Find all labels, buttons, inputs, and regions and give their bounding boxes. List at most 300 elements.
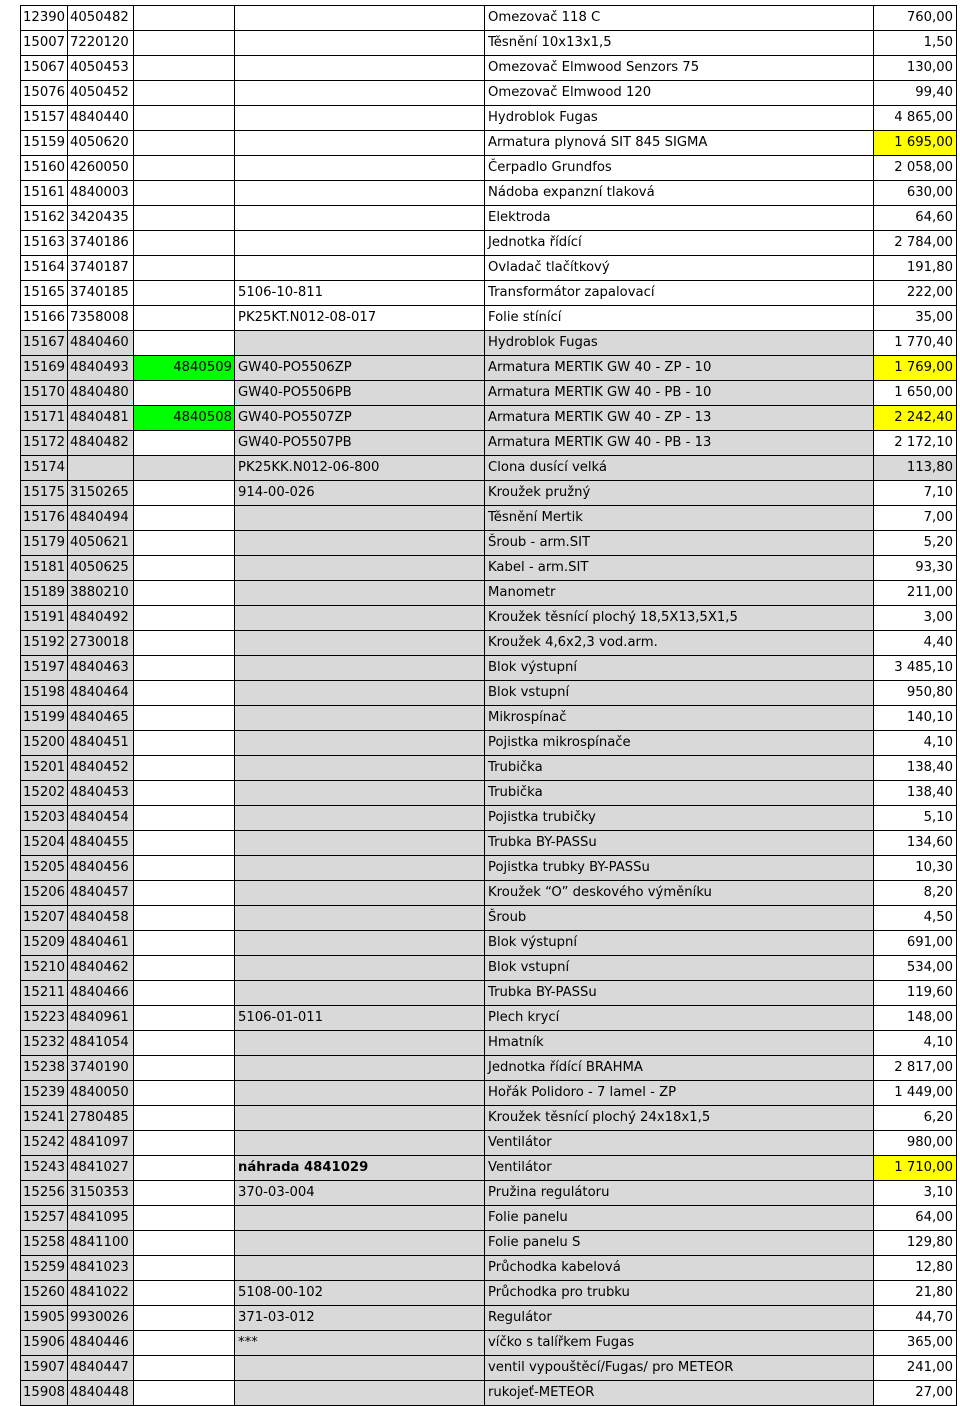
part-code-cell: 4050452	[68, 81, 134, 106]
table-row	[21, 106, 957, 131]
part-name-cell: Omezovač Elmwood 120	[485, 81, 874, 106]
alternate-code-cell	[134, 81, 235, 106]
part-name-cell: Hydroblok Fugas	[485, 106, 874, 131]
part-name-cell: Armatura MERTIK GW 40 - PB - 10	[485, 381, 874, 406]
alternate-code-cell	[134, 531, 235, 556]
part-name-cell: Těsnění Mertik	[485, 506, 874, 531]
price-cell: 5,10	[874, 806, 957, 831]
item-number-cell: 15176	[21, 506, 68, 531]
item-number-cell: 15260	[21, 1281, 68, 1306]
table-row	[21, 231, 957, 256]
item-number-cell: 15199	[21, 706, 68, 731]
part-name-cell: Hmatník	[485, 1031, 874, 1056]
alternate-code-cell	[134, 381, 235, 406]
part-name-cell: Průchodka pro trubku	[485, 1281, 874, 1306]
item-number-cell: 15191	[21, 606, 68, 631]
part-code-cell: 4050621	[68, 531, 134, 556]
reference-cell	[235, 1106, 485, 1131]
item-number-cell: 15258	[21, 1231, 68, 1256]
item-number-cell: 15164	[21, 256, 68, 281]
part-code-cell: 4841027	[68, 1156, 134, 1181]
item-number-cell: 15207	[21, 906, 68, 931]
alternate-code-cell	[134, 131, 235, 156]
part-name-cell: Pojistka trubky BY-PASSu	[485, 856, 874, 881]
table-row	[21, 481, 957, 506]
table-row	[21, 631, 957, 656]
part-name-cell: Ventilátor	[485, 1131, 874, 1156]
price-cell: 10,30	[874, 856, 957, 881]
item-number-cell: 15175	[21, 481, 68, 506]
reference-cell: 5106-01-011	[235, 1006, 485, 1031]
part-code-cell: 4050482	[68, 6, 134, 31]
table-row	[21, 256, 957, 281]
item-number-cell: 15203	[21, 806, 68, 831]
item-number-cell: 15171	[21, 406, 68, 431]
reference-cell	[235, 681, 485, 706]
part-name-cell: Omezovač 118 C	[485, 6, 874, 31]
alternate-code-cell	[134, 1331, 235, 1356]
reference-cell: PK25KT.N012-08-017	[235, 306, 485, 331]
part-code-cell: 4840458	[68, 906, 134, 931]
alternate-code-cell	[134, 631, 235, 656]
part-name-cell: Armatura MERTIK GW 40 - ZP - 13	[485, 406, 874, 431]
alternate-code-cell	[134, 1056, 235, 1081]
part-name-cell: Ventilátor	[485, 1156, 874, 1181]
price-cell: 4,40	[874, 631, 957, 656]
item-number-cell: 15160	[21, 156, 68, 181]
part-name-cell: ventil vypouštěcí/Fugas/ pro METEOR	[485, 1356, 874, 1381]
part-name-cell: Kroužek 4,6x2,3 vod.arm.	[485, 631, 874, 656]
table-row	[21, 81, 957, 106]
part-code-cell: 4840454	[68, 806, 134, 831]
alternate-code-cell	[134, 1181, 235, 1206]
item-number-cell: 15243	[21, 1156, 68, 1181]
price-cell: 211,00	[874, 581, 957, 606]
table-body	[21, 6, 957, 1406]
table-row	[21, 1231, 957, 1256]
item-number-cell: 15201	[21, 756, 68, 781]
alternate-code-cell	[134, 756, 235, 781]
table-row	[21, 131, 957, 156]
part-code-cell: 4050620	[68, 131, 134, 156]
reference-cell	[235, 181, 485, 206]
part-name-cell: Folie panelu S	[485, 1231, 874, 1256]
price-cell: 44,70	[874, 1306, 957, 1331]
reference-cell: GW40-PO5506PB	[235, 381, 485, 406]
reference-cell	[235, 1056, 485, 1081]
alternate-code-cell: 4840509	[134, 356, 235, 381]
price-cell: 138,40	[874, 756, 957, 781]
price-cell: 8,20	[874, 881, 957, 906]
part-code-cell: 7220120	[68, 31, 134, 56]
price-cell: 2 242,40	[874, 406, 957, 431]
table-row	[21, 206, 957, 231]
alternate-code-cell	[134, 1381, 235, 1406]
part-code-cell: 4841100	[68, 1231, 134, 1256]
reference-cell	[235, 606, 485, 631]
alternate-code-cell	[134, 281, 235, 306]
part-code-cell: 4840003	[68, 181, 134, 206]
item-number-cell: 15179	[21, 531, 68, 556]
table-row	[21, 1331, 957, 1356]
item-number-cell: 15907	[21, 1356, 68, 1381]
item-number-cell: 15232	[21, 1031, 68, 1056]
table-row	[21, 406, 957, 431]
item-number-cell: 15209	[21, 931, 68, 956]
price-cell: 1,50	[874, 31, 957, 56]
table-row	[21, 506, 957, 531]
alternate-code-cell	[134, 881, 235, 906]
reference-cell	[235, 706, 485, 731]
alternate-code-cell	[134, 231, 235, 256]
alternate-code-cell	[134, 606, 235, 631]
part-name-cell: Folie stínící	[485, 306, 874, 331]
table-row	[21, 6, 957, 31]
item-number-cell: 15202	[21, 781, 68, 806]
reference-cell	[235, 1231, 485, 1256]
item-number-cell: 15166	[21, 306, 68, 331]
price-cell: 760,00	[874, 6, 957, 31]
reference-cell	[235, 931, 485, 956]
alternate-code-cell	[134, 6, 235, 31]
reference-cell	[235, 6, 485, 31]
part-name-cell: Kroužek “O” deskového výměníku	[485, 881, 874, 906]
part-name-cell: Clona dusící velká	[485, 456, 874, 481]
table-row	[21, 281, 957, 306]
reference-cell	[235, 506, 485, 531]
alternate-code-cell	[134, 56, 235, 81]
alternate-code-cell	[134, 506, 235, 531]
item-number-cell: 15905	[21, 1306, 68, 1331]
reference-cell: 371-03-012	[235, 1306, 485, 1331]
price-cell: 950,80	[874, 681, 957, 706]
reference-cell	[235, 156, 485, 181]
reference-cell	[235, 631, 485, 656]
price-cell: 7,00	[874, 506, 957, 531]
alternate-code-cell	[134, 1156, 235, 1181]
table-row	[21, 1156, 957, 1181]
reference-cell	[235, 881, 485, 906]
table-row	[21, 731, 957, 756]
price-cell: 4,10	[874, 731, 957, 756]
reference-cell: náhrada 4841029	[235, 1156, 485, 1181]
part-code-cell: 4840451	[68, 731, 134, 756]
part-code-cell: 3880210	[68, 581, 134, 606]
item-number-cell: 15067	[21, 56, 68, 81]
reference-cell	[235, 106, 485, 131]
price-cell: 148,00	[874, 1006, 957, 1031]
reference-cell	[235, 56, 485, 81]
table-row	[21, 156, 957, 181]
table-row	[21, 1206, 957, 1231]
alternate-code-cell	[134, 731, 235, 756]
table-row	[21, 1281, 957, 1306]
item-number-cell: 15076	[21, 81, 68, 106]
part-code-cell: 3740190	[68, 1056, 134, 1081]
price-cell: 2 817,00	[874, 1056, 957, 1081]
price-cell: 140,10	[874, 706, 957, 731]
part-name-cell: Elektroda	[485, 206, 874, 231]
item-number-cell: 15259	[21, 1256, 68, 1281]
reference-cell: PK25KK.N012-06-800	[235, 456, 485, 481]
reference-cell	[235, 1206, 485, 1231]
table-row	[21, 531, 957, 556]
alternate-code-cell	[134, 1306, 235, 1331]
item-number-cell: 15172	[21, 431, 68, 456]
alternate-code-cell	[134, 1356, 235, 1381]
part-name-cell: Manometr	[485, 581, 874, 606]
alternate-code-cell	[134, 1131, 235, 1156]
part-code-cell: 4841022	[68, 1281, 134, 1306]
item-number-cell: 15169	[21, 356, 68, 381]
part-name-cell: víčko s talířkem Fugas	[485, 1331, 874, 1356]
price-cell: 138,40	[874, 781, 957, 806]
price-cell: 119,60	[874, 981, 957, 1006]
part-name-cell: Omezovač Elmwood Senzors 75	[485, 56, 874, 81]
price-cell: 191,80	[874, 256, 957, 281]
item-number-cell: 15204	[21, 831, 68, 856]
reference-cell: GW40-PO5507PB	[235, 431, 485, 456]
price-cell: 5,20	[874, 531, 957, 556]
part-name-cell: Blok vstupní	[485, 681, 874, 706]
price-cell: 4 865,00	[874, 106, 957, 131]
item-number-cell: 15167	[21, 331, 68, 356]
alternate-code-cell	[134, 156, 235, 181]
table-row	[21, 1081, 957, 1106]
price-cell: 130,00	[874, 56, 957, 81]
part-code-cell: 4840480	[68, 381, 134, 406]
item-number-cell: 15223	[21, 1006, 68, 1031]
part-code-cell: 4841023	[68, 1256, 134, 1281]
part-code-cell: 4840464	[68, 681, 134, 706]
price-cell: 64,60	[874, 206, 957, 231]
price-cell: 1 449,00	[874, 1081, 957, 1106]
part-name-cell: Armatura MERTIK GW 40 - PB - 13	[485, 431, 874, 456]
part-name-cell: Kroužek těsnící plochý 18,5X13,5X1,5	[485, 606, 874, 631]
part-code-cell: 4840461	[68, 931, 134, 956]
part-name-cell: Jednotka řídící BRAHMA	[485, 1056, 874, 1081]
part-name-cell: Armatura MERTIK GW 40 - ZP - 10	[485, 356, 874, 381]
item-number-cell: 15242	[21, 1131, 68, 1156]
table-row	[21, 1356, 957, 1381]
alternate-code-cell	[134, 31, 235, 56]
table-row	[21, 906, 957, 931]
part-code-cell: 4840457	[68, 881, 134, 906]
part-name-cell: Trubička	[485, 756, 874, 781]
price-cell: 129,80	[874, 1231, 957, 1256]
item-number-cell: 15165	[21, 281, 68, 306]
table-row	[21, 1131, 957, 1156]
alternate-code-cell	[134, 906, 235, 931]
part-code-cell: 4840446	[68, 1331, 134, 1356]
price-cell: 222,00	[874, 281, 957, 306]
table-row	[21, 1256, 957, 1281]
reference-cell	[235, 31, 485, 56]
part-name-cell: Regulátor	[485, 1306, 874, 1331]
alternate-code-cell	[134, 1256, 235, 1281]
reference-cell	[235, 756, 485, 781]
table-row	[21, 756, 957, 781]
part-name-cell: Blok výstupní	[485, 931, 874, 956]
item-number-cell: 15256	[21, 1181, 68, 1206]
part-code-cell: 9930026	[68, 1306, 134, 1331]
alternate-code-cell	[134, 831, 235, 856]
reference-cell: 914-00-026	[235, 481, 485, 506]
item-number-cell: 15163	[21, 231, 68, 256]
item-number-cell: 15189	[21, 581, 68, 606]
part-code-cell: 4840447	[68, 1356, 134, 1381]
item-number-cell: 15211	[21, 981, 68, 1006]
part-code-cell: 4840463	[68, 656, 134, 681]
table-row	[21, 781, 957, 806]
table-row	[21, 831, 957, 856]
alternate-code-cell	[134, 1281, 235, 1306]
table-row	[21, 31, 957, 56]
part-code-cell: 4840961	[68, 1006, 134, 1031]
table-row	[21, 331, 957, 356]
part-name-cell: Pružina regulátoru	[485, 1181, 874, 1206]
part-name-cell: Šroub - arm.SIT	[485, 531, 874, 556]
item-number-cell: 15206	[21, 881, 68, 906]
part-name-cell: Folie panelu	[485, 1206, 874, 1231]
price-cell: 7,10	[874, 481, 957, 506]
part-code-cell: 2730018	[68, 631, 134, 656]
alternate-code-cell	[134, 681, 235, 706]
reference-cell	[235, 1131, 485, 1156]
reference-cell: 5106-10-811	[235, 281, 485, 306]
table-row	[21, 956, 957, 981]
part-code-cell: 4050625	[68, 556, 134, 581]
part-code-cell: 4840440	[68, 106, 134, 131]
reference-cell	[235, 81, 485, 106]
price-cell: 534,00	[874, 956, 957, 981]
reference-cell: ***	[235, 1331, 485, 1356]
table-row	[21, 306, 957, 331]
reference-cell	[235, 1256, 485, 1281]
reference-cell	[235, 956, 485, 981]
price-cell: 6,20	[874, 1106, 957, 1131]
alternate-code-cell	[134, 656, 235, 681]
price-cell: 1 695,00	[874, 131, 957, 156]
price-cell: 3 485,10	[874, 656, 957, 681]
table-row	[21, 56, 957, 81]
part-name-cell: Jednotka řídící	[485, 231, 874, 256]
reference-cell: 5108-00-102	[235, 1281, 485, 1306]
alternate-code-cell: 4840508	[134, 406, 235, 431]
part-name-cell: Mikrospínač	[485, 706, 874, 731]
part-code-cell: 2780485	[68, 1106, 134, 1131]
reference-cell	[235, 1081, 485, 1106]
alternate-code-cell	[134, 856, 235, 881]
item-number-cell: 15241	[21, 1106, 68, 1131]
reference-cell	[235, 731, 485, 756]
part-code-cell: 3740187	[68, 256, 134, 281]
table-row	[21, 356, 957, 381]
part-name-cell: rukojeť-METEOR	[485, 1381, 874, 1406]
alternate-code-cell	[134, 331, 235, 356]
alternate-code-cell	[134, 1206, 235, 1231]
part-code-cell: 3420435	[68, 206, 134, 231]
table-row	[21, 381, 957, 406]
part-code-cell: 4840492	[68, 606, 134, 631]
price-cell: 93,30	[874, 556, 957, 581]
alternate-code-cell	[134, 481, 235, 506]
part-name-cell: Šroub	[485, 906, 874, 931]
part-code-cell: 4840452	[68, 756, 134, 781]
reference-cell	[235, 581, 485, 606]
price-cell: 691,00	[874, 931, 957, 956]
table-row	[21, 456, 957, 481]
price-cell: 365,00	[874, 1331, 957, 1356]
alternate-code-cell	[134, 581, 235, 606]
part-name-cell: Hydroblok Fugas	[485, 331, 874, 356]
item-number-cell: 15906	[21, 1331, 68, 1356]
alternate-code-cell	[134, 931, 235, 956]
alternate-code-cell	[134, 306, 235, 331]
part-code-cell: 4840481	[68, 406, 134, 431]
price-cell: 134,60	[874, 831, 957, 856]
item-number-cell: 15162	[21, 206, 68, 231]
price-cell: 3,10	[874, 1181, 957, 1206]
part-code-cell: 3740186	[68, 231, 134, 256]
part-name-cell: Trubka BY-PASSu	[485, 831, 874, 856]
reference-cell	[235, 906, 485, 931]
part-code-cell: 3150353	[68, 1181, 134, 1206]
alternate-code-cell	[134, 1031, 235, 1056]
price-cell: 113,80	[874, 456, 957, 481]
price-cell: 21,80	[874, 1281, 957, 1306]
part-name-cell: Ovladač tlačítkový	[485, 256, 874, 281]
price-cell: 1 710,00	[874, 1156, 957, 1181]
alternate-code-cell	[134, 456, 235, 481]
part-code-cell: 4840494	[68, 506, 134, 531]
part-code-cell: 7358008	[68, 306, 134, 331]
price-cell: 2 172,10	[874, 431, 957, 456]
reference-cell	[235, 981, 485, 1006]
price-cell: 1 769,00	[874, 356, 957, 381]
reference-cell	[235, 206, 485, 231]
reference-cell	[235, 256, 485, 281]
part-name-cell: Trubka BY-PASSu	[485, 981, 874, 1006]
table-row	[21, 1056, 957, 1081]
table-row	[21, 681, 957, 706]
table-row	[21, 931, 957, 956]
part-code-cell: 4840050	[68, 1081, 134, 1106]
alternate-code-cell	[134, 706, 235, 731]
table-row	[21, 1381, 957, 1406]
reference-cell	[235, 556, 485, 581]
alternate-code-cell	[134, 1006, 235, 1031]
part-code-cell: 4840493	[68, 356, 134, 381]
alternate-code-cell	[134, 1081, 235, 1106]
part-code-cell: 4841097	[68, 1131, 134, 1156]
table-row	[21, 431, 957, 456]
price-cell: 35,00	[874, 306, 957, 331]
part-name-cell: Kroužek pružný	[485, 481, 874, 506]
table-row	[21, 1306, 957, 1331]
reference-cell	[235, 781, 485, 806]
item-number-cell: 15210	[21, 956, 68, 981]
part-code-cell: 4840455	[68, 831, 134, 856]
alternate-code-cell	[134, 1231, 235, 1256]
alternate-code-cell	[134, 206, 235, 231]
part-name-cell: Čerpadlo Grundfos	[485, 156, 874, 181]
reference-cell	[235, 1031, 485, 1056]
alternate-code-cell	[134, 1106, 235, 1131]
part-code-cell: 3740185	[68, 281, 134, 306]
item-number-cell: 15197	[21, 656, 68, 681]
part-name-cell: Blok výstupní	[485, 656, 874, 681]
